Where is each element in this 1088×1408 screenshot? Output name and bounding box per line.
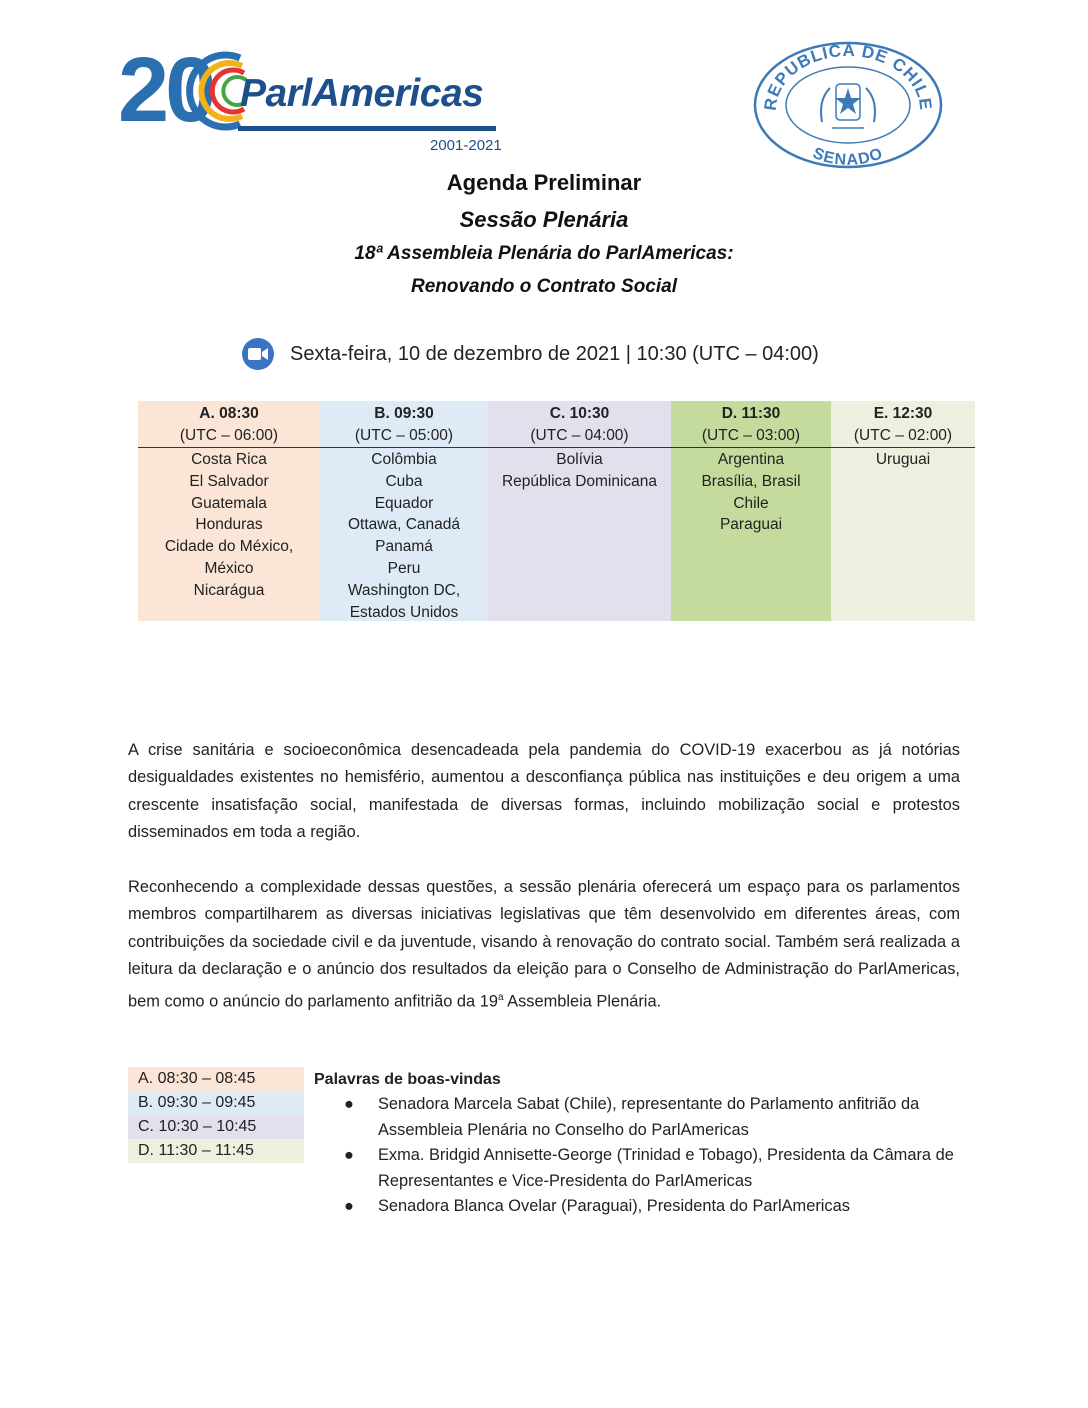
tz-label: B. 09:30 [374,405,434,422]
tz-place: Honduras [195,516,263,534]
tz-places [671,448,831,536]
timezone-table [138,401,975,621]
welcome-item-text: Exma. Bridgid Annisette-George (Trinidad e Tobago), Presidenta da Câmara de Representantes e Vice-Presidenta do ParlAmericas [378,1146,954,1190]
tz-place: El Salvador [189,472,269,490]
bullet-icon: ● [344,1197,354,1215]
session-paragraph-text: Reconhecendo a complexidade dessas questões, a sessão plenária oferecerá um espaço para os parlamentos membros compartilharem as diversas iniciativas legislativas que têm desenvolvido em diferentes áreas, com contribuições da sociedade civil e da juventude, visando à renovação do contrato social. Também será realizada a leitura da declaração e o anúncio dos resultados da eleição para o Conselho de Administração do ParlAmericas, bem como o anúncio do parlamento anfitrião da 19 [128,878,960,1011]
date-text: Sexta-feira, 10 de dezembro de 2021 | 10:30 (UTC – 04:00) [290,342,819,365]
tz-place: República Dominicana [501,472,658,490]
video-camera-icon [242,338,274,370]
tz-column-c [488,401,671,621]
tz-places [488,448,671,493]
tz-place: Brasília, Brasil [701,472,801,490]
tz-place: Cidade do México, [164,538,294,556]
schedule-time: B. 09:30 – 09:45 [128,1091,304,1115]
tz-places [320,448,488,623]
tz-place: Equador [374,494,434,512]
tz-utc: (UTC – 05:00) [354,426,454,444]
schedule-time: D. 11:30 – 11:45 [128,1139,304,1163]
tz-place: Argentina [717,451,785,468]
welcome-item-text: Senadora Blanca Ovelar (Paraguai), Presidenta do ParlAmericas [378,1197,850,1215]
tz-label: E. 12:30 [873,405,933,422]
schedule-time: C. 10:30 – 10:45 [128,1115,304,1139]
tz-header [138,401,320,448]
session-paragraph-end: Assembleia Plenária. [503,992,662,1011]
session-paragraph [128,874,960,1016]
tz-place: Washington DC, [347,581,461,599]
tz-header [320,401,488,448]
welcome-title: Palavras de boas-vindas [314,1071,501,1088]
bullet-icon: ● [344,1146,354,1164]
tz-utc: (UTC – 06:00) [179,426,279,444]
tz-utc: (UTC – 02:00) [853,426,953,444]
tz-place: Bolívia [556,451,603,468]
agenda-title: Agenda Preliminar [446,170,642,195]
tz-place: Peru [387,559,421,577]
schedule-times [128,1067,304,1163]
tz-place: Paraguai [719,516,783,534]
session-title: Sessão Plenária [459,207,629,232]
tz-place: Estados Unidos [349,603,459,621]
tz-places [831,448,975,471]
logo-name: ParlAmericas [240,72,484,115]
seal-top-text: REPUBLICA DE CHILE [760,40,936,112]
theme-title: Renovando o Contrato Social [410,276,678,297]
tz-place: Cuba [385,472,423,490]
tz-places [138,448,320,602]
tz-place: Costa Rica [191,451,267,468]
tz-header [671,401,831,448]
bullet-icon: ● [344,1095,354,1113]
welcome-item [314,1194,980,1220]
intro-paragraph: A crise sanitária e socioeconômica desencadeada pela pandemia do COVID-19 exacerbou as já notórias desigualdades existentes no hemisfério, aumentou a desconfiança pública nas instituições e deu origem a uma crescente insatisfação social, manifestada de diversas formas, incluindo mobilização social e protestos disseminados em toda a região. [128,741,960,842]
logo-number: 20 [118,39,213,141]
tz-place: Colômbia [371,451,437,468]
logo-bar [238,126,496,131]
tz-column-b [320,401,488,621]
welcome-item [314,1092,980,1143]
assembly-title: 18ª Assembleia Plenária do ParlAmericas: [354,243,734,264]
tz-column-e [831,401,975,621]
logo-years: 2001-2021 [430,137,502,154]
senado-chile-seal [752,40,944,170]
tz-place: Uruguai [875,451,931,468]
tz-label: C. 10:30 [549,405,610,422]
tz-place: Ottawa, Canadá [347,516,460,534]
tz-label: D. 11:30 [721,405,781,422]
parlamericas-logo [118,39,503,156]
tz-header [831,401,975,448]
date-line [242,337,819,371]
tz-header [488,401,671,448]
tz-column-d [671,401,831,621]
ordinal-superscript: a [497,991,504,1003]
welcome-item-text: Senadora Marcela Sabat (Chile), representante do Parlamento anfitrião da Assembleia Plenária no Conselho do ParlAmericas [378,1095,920,1139]
tz-place: Panamá [375,538,433,556]
schedule-time: A. 08:30 – 08:45 [128,1067,304,1091]
welcome-section [314,1068,980,1220]
tz-utc: (UTC – 04:00) [530,426,629,444]
tz-place: Guatemala [191,494,267,512]
tz-place: Nicarágua [193,581,265,599]
welcome-item [314,1143,980,1194]
tz-column-a [138,401,320,621]
tz-place: México [204,559,254,577]
tz-label: A. 08:30 [199,405,259,422]
seal-bottom-text: SENADO [810,144,886,170]
tz-place: Chile [733,494,769,512]
tz-utc: (UTC – 03:00) [701,426,801,444]
